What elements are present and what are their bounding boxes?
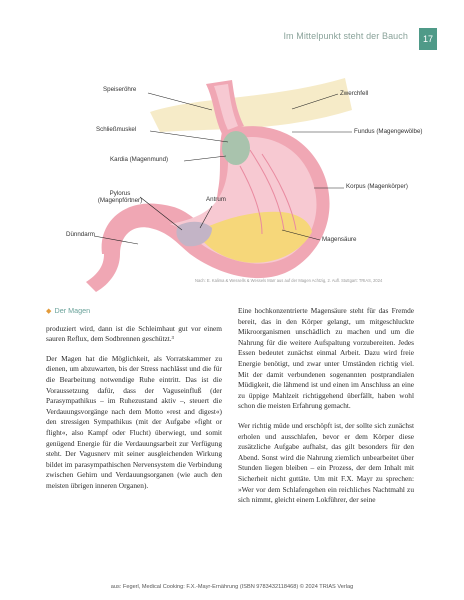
label-schliessmuskel: Schließmuskel [96,126,137,133]
figure-caption [46,306,222,317]
label-duenndarm: Dünndarm [66,231,95,238]
label-korpus: Korpus (Magenkörper) [346,183,408,190]
duodenum-shape [86,254,120,292]
paragraph: Eine hochkonzentrierte Magensäure steht für das Fremde bereit, das in den Körper gelangt, um mitgeschluckte Mikroorganismen unschädlich zu machen und um die Nahrung für die weitere Aufspaltung vorzubereiten. Jedes Essen bedeutet zunächst einmal Arbeit. Dazu wird freie Energie benötigt, und zwar unter Umständen richtig viel. Mit der damit verbundenen sogenannten postprandialen Müdigkeit, die lähmend ist und einen im Anschluss an eine zu üppige Mahlzeit richtiggehend überfällt, haben wohl schon die meisten Erfahrung gemacht. [238,306,414,411]
page-footer: aus: Fegerl, Medical Cooking: F.X.-Mayr-Ernährung (ISBN 9783432118468) © 2024 TRIAS Verlag [110,584,354,590]
paragraph: Der Magen hat die Möglichkeit, als Vorratskammer zu dienen, um abzuwarten, bis der Stress nachlässt und die für die Bearbeitung notwendige Ruhe eintritt. Das ist die Voraussetzung dafür, dass der Vaguseinfluß (der Parasympathikus – im Ruhezustand aktiv –, steuert die Verdauungsvorgänge nach dem Motto »rest and digest«) den stressigen Sympathikus (mit der Aufgabe »fight or flight«, also Kampf oder Flucht) überwiegt, und somit genügend Energie für die Verdauungsarbeit zur Verfügung steht. Der Vagusnerv mit seiner ausgleichenden Wirkung bildet im parasympathischen Nervensystem die Verbindung zwischen Gehirn und Verdauungsorganen (wie auch den meisten übrigen inneren Organen). [46,353,222,490]
label-pylorus-line2: (Magenpförtner) [97,197,143,204]
label-pylorus-line1: Pylorus [109,190,131,197]
label-zwerchfell: Zwerchfell [340,90,369,97]
paragraph: Wer richtig müde und erschöpft ist, der sollte sich zunächst erholen und ausschlafen, bevor er dem Körper diese zusätzliche Aufgabe aufhalst, das gilt besonders für den Abend. Sonst wird die Nahrung ziemlich unbearbeitet über Stunden liegen bleiben – ein Prozess, der dem Inhalt mit Sicherheit nicht guttäte. Um mit F.X. Mayr zu sprechen: »Wer vor dem Schlafengehen ein reichliches Nachtmahl zu sich nimmt, gleicht einem Lokführer, der seine [238,420,414,505]
running-header-title: Im Mittelpunkt steht der Bauch [283,31,408,41]
paragraph: produziert wird, dann ist die Schleimhaut gut vor einem sauren Reflux, dem Sodbrennen geschützt.³ [46,323,222,344]
diaphragm-shape [150,78,352,132]
label-pylorus [92,190,148,204]
stomach-illustration [0,70,464,300]
label-antrum: Antrum [206,196,226,203]
label-speiseroehre: Speiseröhre [103,86,137,93]
page-number: 17 [419,28,437,50]
cardia-sphincter-shape [222,131,250,165]
figure-caption-text: Der Magen [54,306,91,315]
figure-credit: Nach: E. Kalima & Wessells & Wessels Marr aus auf der Magen Achtzig, 2. Aufl. Stuttgart: TRIAS, 2024 [195,278,383,283]
right-column [238,306,414,515]
label-fundus: Fundus (Magengewölbe) [354,128,423,135]
caption-bullet-icon: ◆ [46,306,52,315]
label-magensaeure: Magensäure [322,236,357,243]
label-kardia: Kardia (Magenmund) [110,156,169,163]
left-column [46,306,222,501]
